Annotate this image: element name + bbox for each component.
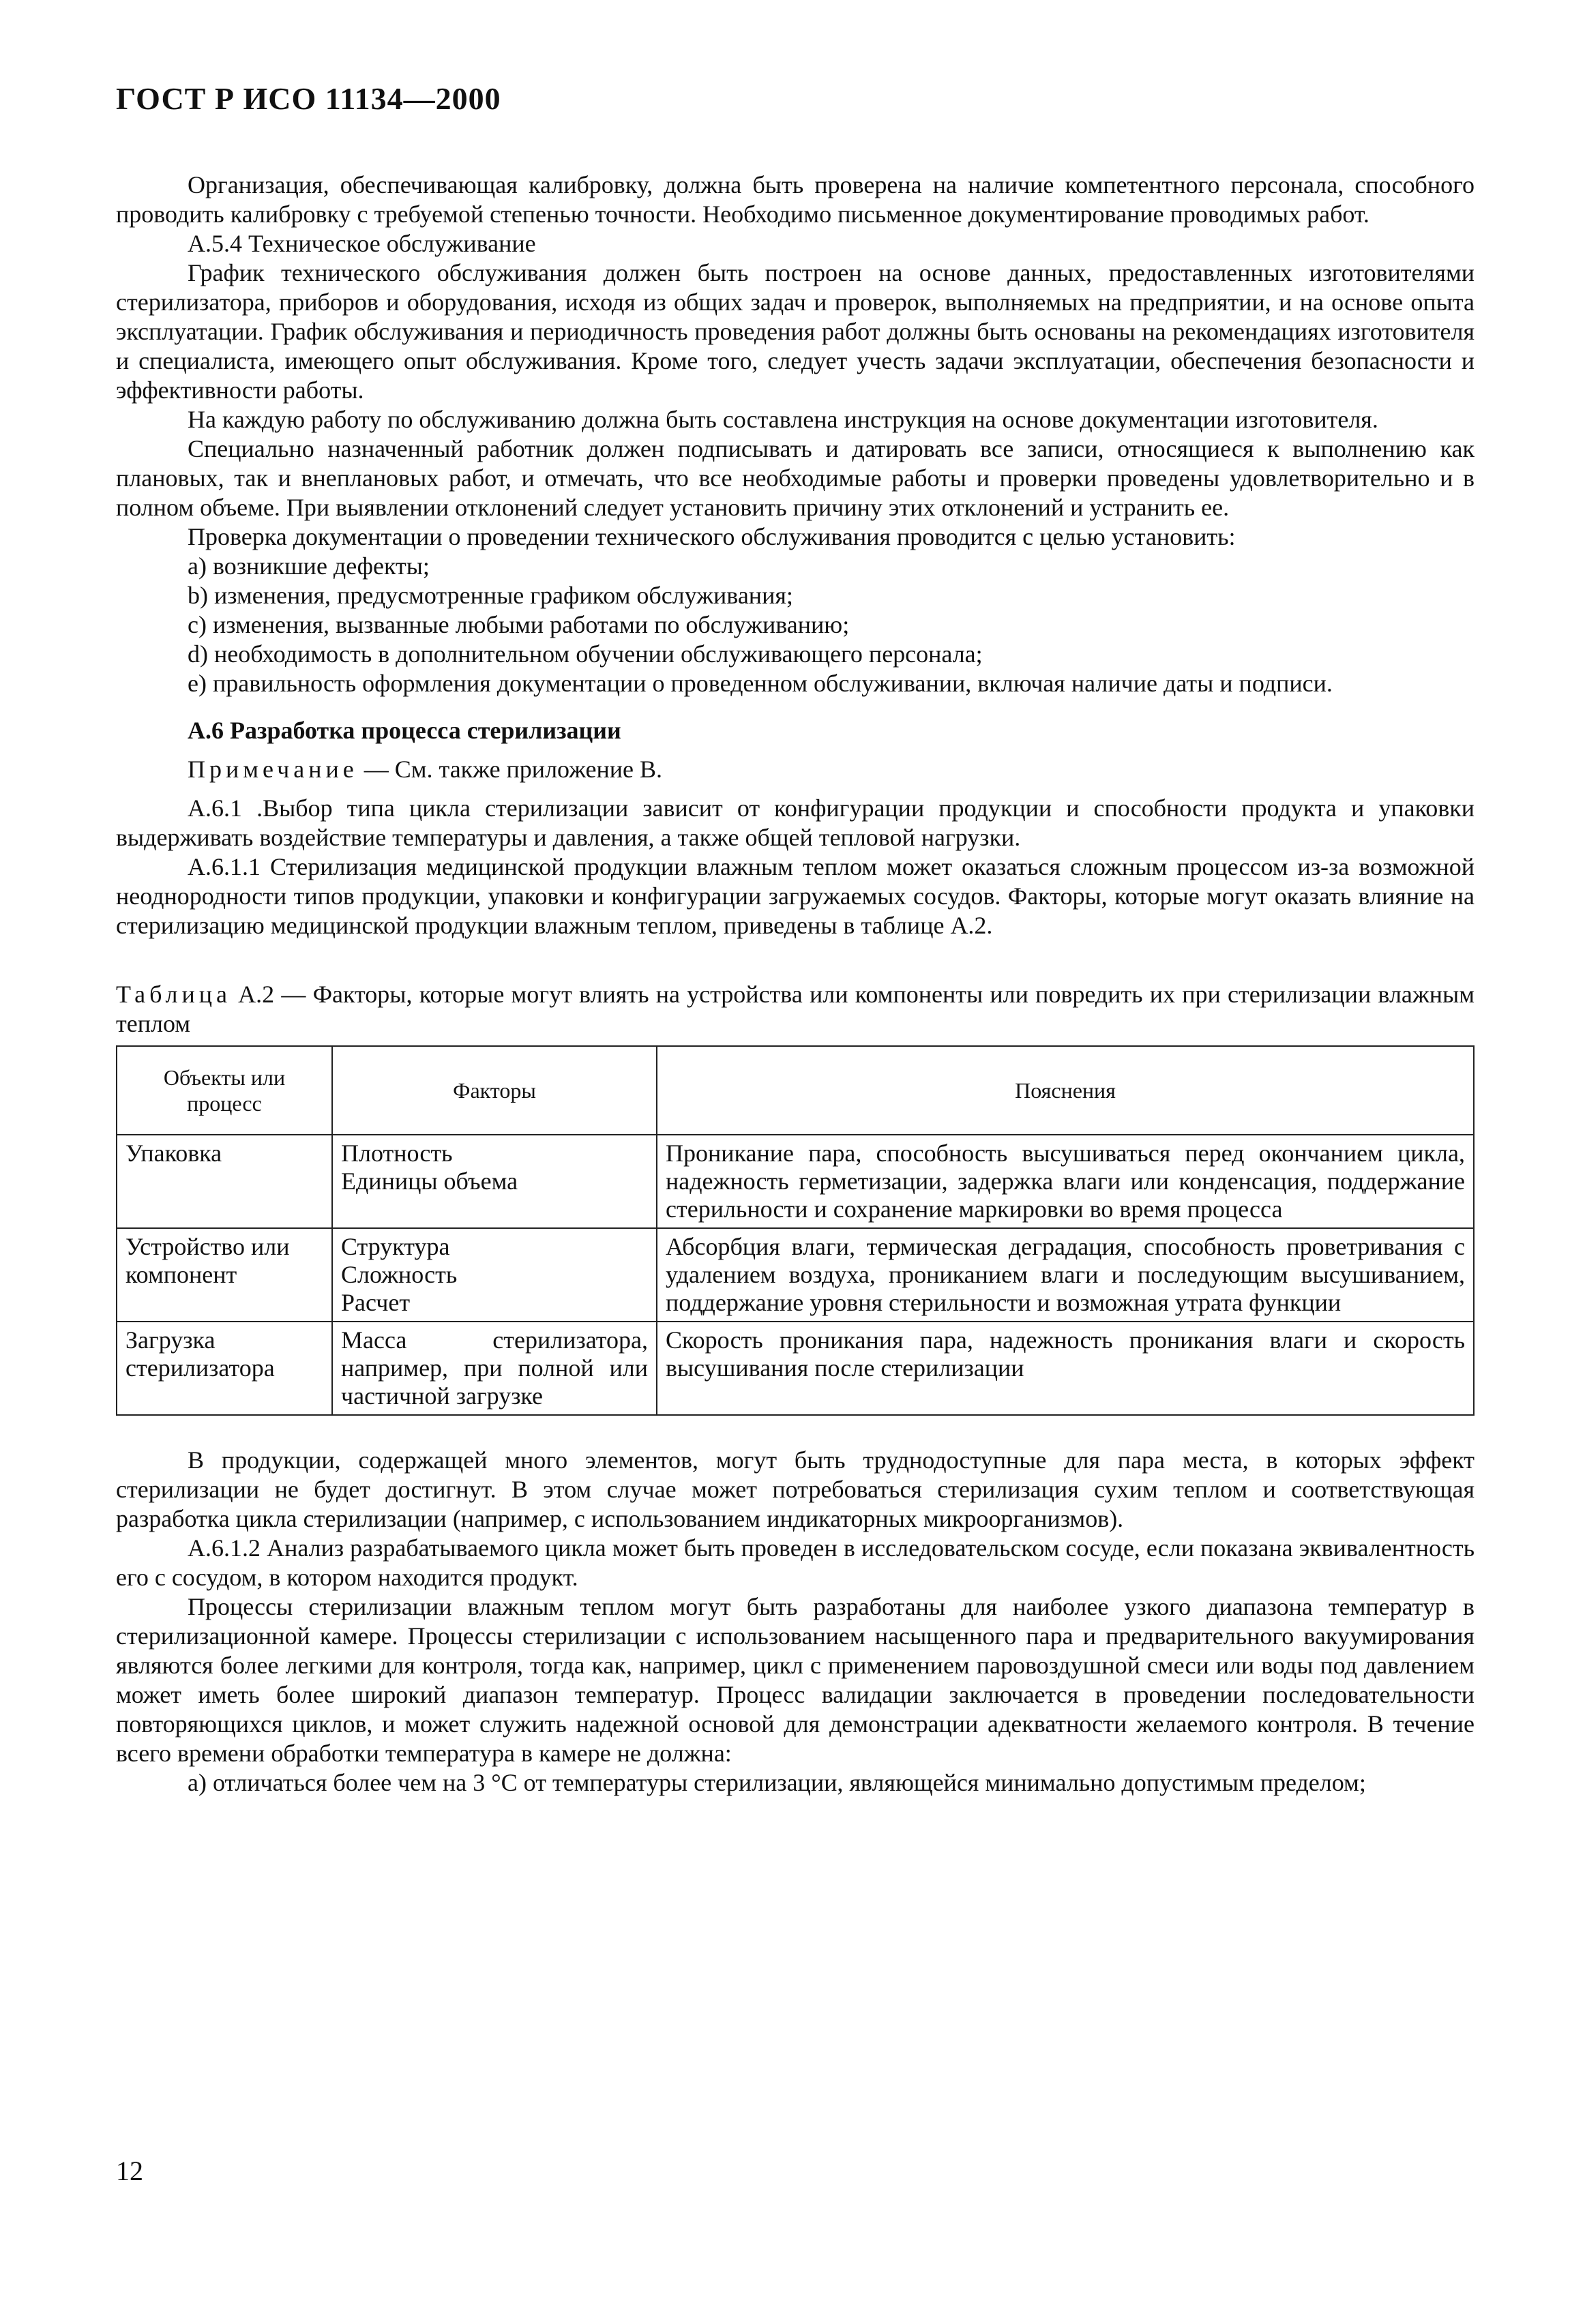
note bbox=[116, 755, 1475, 784]
table-caption-text: А.2 — Факторы, которые могут влиять на устройства или компоненты или повредить их при стерилизации влажным теплом bbox=[116, 981, 1475, 1037]
subsection-heading: А.5.4 Техническое обслуживание bbox=[188, 230, 536, 257]
table-header-cell: Пояснения bbox=[657, 1046, 1474, 1135]
paragraph: А.6.1 .Выбор типа цикла стерилизации зависит от конфигурации продукции и способности продукта и упаковки выдерживать воздействие температуры и давления, а также общей тепловой нагрузки. bbox=[116, 794, 1475, 851]
section-title: А.6 Разработка процесса стерилизации bbox=[188, 717, 621, 744]
table-header-row bbox=[117, 1046, 1474, 1135]
table-cell: Масса стерилизатора, например, при полной или частичной загрузке bbox=[332, 1322, 657, 1415]
paragraph: Специально назначенный работник должен подписывать и датировать все записи, относящиеся к выполнению как плановых, так и внеплановых работ, и отмечать, что все необходимые работы и проверки проведены удовлетворительно и в полном объеме. При выявлении отклонений следует установить причину этих отклонений и устранить ее. bbox=[116, 435, 1475, 521]
table-cell: Проникание пара, способность высушиваться перед окончанием цикла, надежность герметизации, задержка влаги или конденсация, поддержание стерильности и сохранение маркировки во время процесса bbox=[657, 1135, 1474, 1228]
list-item: a) отличаться более чем на 3 °С от температуры стерилизации, являющейся минимально допустимым пределом; bbox=[188, 1769, 1366, 1796]
paragraph: В продукции, содержащей много элементов, могут быть труднодоступные для пара места, в которых эффект стерилизации не будет достигнут. В этом случае может потребоваться стерилизация сухим теплом и соответствующая разработка цикла стерилизации (например, с использованием индикаторных микроорганизмов). bbox=[116, 1446, 1475, 1532]
document-body bbox=[116, 170, 1475, 1798]
table-cell: Упаковка bbox=[117, 1135, 332, 1228]
table-header-cell: Объекты или процесс bbox=[117, 1046, 332, 1135]
list-item: a) возникшие дефекты; bbox=[188, 552, 430, 580]
list-item: b) изменения, предусмотренные графиком обслуживания; bbox=[188, 582, 793, 609]
document-header: ГОСТ Р ИСО 11134—2000 bbox=[116, 81, 501, 116]
list-item: d) необходимость в дополнительном обучении обслуживающего персонала; bbox=[188, 640, 983, 668]
list-item: e) правильность оформления документации о проведенном обслуживании, включая наличие даты и подписи. bbox=[188, 670, 1333, 697]
paragraph: График технического обслуживания должен быть построен на основе данных, предоставленных изготовителями стерилизатора, приборов и оборудования, исходя из общих задач и проверок, выполняемых на предприятии, и на основе опыта эксплуатации. График обслуживания и периодичность проведения работ должны быть основаны на рекомендациях изготовителя и специалиста, имеющего опыт обслуживания. Кроме того, следует учесть задачи эксплуатации, обеспечения безопасности и эффективности работы. bbox=[116, 259, 1475, 404]
list-item: c) изменения, вызванные любыми работами по обслуживанию; bbox=[188, 611, 850, 638]
table-cell: Скорость проникания пара, надежность проникания влаги и скорость высушивания после стерилизации bbox=[657, 1322, 1474, 1415]
table-header-cell: Факторы bbox=[332, 1046, 657, 1135]
table-row bbox=[117, 1322, 1474, 1415]
factors-table bbox=[116, 1045, 1475, 1416]
paragraph: На каждую работу по обслуживанию должна быть составлена инструкция на основе документации изготовителя. bbox=[188, 406, 1378, 433]
note-text: — См. также приложение В. bbox=[357, 756, 663, 783]
paragraph: Проверка документации о проведении технического обслуживания проводится с целью установить: bbox=[188, 523, 1236, 550]
paragraph: А.6.1.2 Анализ разрабатываемого цикла может быть проведен в исследовательском сосуде, если показана эквивалентность его с сосудом, в котором находится продукт. bbox=[116, 1534, 1475, 1591]
paragraph: А.6.1.1 Стерилизация медицинской продукции влажным теплом может оказаться сложным процессом из-за возможной неоднородности типов продукции, упаковки и конфигурации загружаемых сосудов. Факторы, которые могут оказать влияние на стерилизацию медицинской продукции влажным теплом, приведены в таблице А.2. bbox=[116, 853, 1475, 939]
table-cell: Структура Сложность Расчет bbox=[332, 1228, 657, 1322]
table-cell: Загрузка стерилизатора bbox=[117, 1322, 332, 1415]
table-cell: Плотность Единицы объема bbox=[332, 1135, 657, 1228]
table-row bbox=[117, 1228, 1474, 1322]
table-cell: Устройство или компонент bbox=[117, 1228, 332, 1322]
note-label: Примечание bbox=[188, 756, 358, 783]
page-number: 12 bbox=[116, 2156, 143, 2186]
table-row bbox=[117, 1135, 1474, 1228]
paragraph: Организация, обеспечивающая калибровку, должна быть проверена на наличие компетентного персонала, способного проводить калибровку с требуемой степенью точности. Необходимо письменное документирование проводимых работ. bbox=[116, 171, 1475, 228]
table-cell: Абсорбция влаги, термическая деградация, способность проветривания с удалением воздуха, прониканием влаги и последующим высушиванием, поддержание уровня стерильности и возможная утрата функции bbox=[657, 1228, 1474, 1322]
table-caption bbox=[116, 980, 1475, 1039]
table-caption-label: Таблица bbox=[116, 981, 231, 1008]
paragraph: Процессы стерилизации влажным теплом могут быть разработаны для наиболее узкого диапазона температур в стерилизационной камере. Процессы стерилизации с использованием насыщенного пара и предварительного вакуумирования являются более легкими для контроля, тогда как, например, цикл с применением паровоздушной смеси или воды под давлением может иметь более широкий диапазон температур. Процесс валидации заключается в проведении последовательности повторяющихся циклов, и может служить надежной основой для демонстрации адекватности желаемого контроля. В течение всего времени обработки температура в камере не должна: bbox=[116, 1593, 1475, 1767]
